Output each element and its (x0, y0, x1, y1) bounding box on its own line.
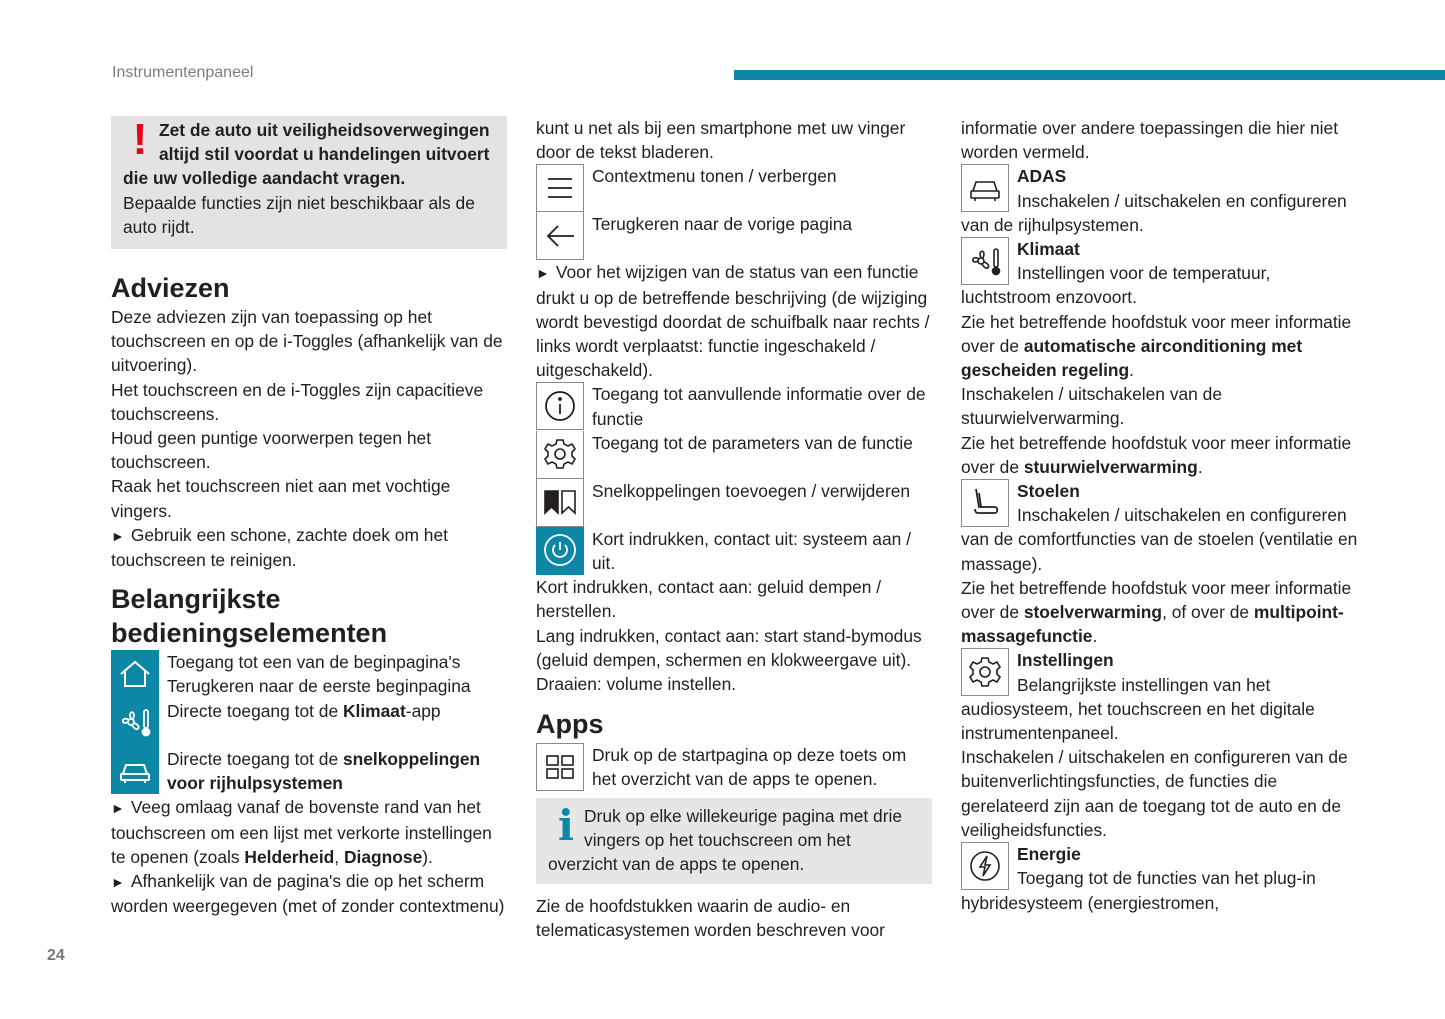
instellingen-block (961, 648, 1361, 745)
column-3 (961, 116, 1361, 915)
info-box (536, 798, 932, 885)
apps-grid-icon (536, 743, 584, 791)
header-title: Instrumentenpaneel (112, 64, 254, 81)
params-row (536, 431, 932, 479)
swipe-bullet: ► Veeg omlaag vanaf de bovenste rand van het touchscreen om een lijst met verkorte instellingen te openen (zoals Helderheid, Diagnose). (111, 797, 492, 867)
adas-car-icon (961, 164, 1009, 212)
depend-bullet: ► Afhankelijk van de pagina's die op het scherm worden weergegeven (met of zonder contextmenu) (111, 871, 505, 917)
home-icon (111, 650, 159, 698)
controls-list (111, 650, 507, 795)
arrow-bullet-icon: ► (111, 527, 125, 544)
energie-title: Energie (1017, 844, 1081, 865)
col2-outro: Zie de hoofdstukken waarin de audio- en telematicasystemen worden beschreven voor (536, 896, 885, 941)
energie-block (961, 842, 1361, 915)
column-2 (536, 116, 932, 943)
params-description: Toegang tot de parameters van de functie (592, 432, 913, 453)
gear-icon (961, 648, 1009, 696)
info-box-text: Druk op elke willekeurige pagina met drie vingers op het touchscreen om het overzicht van de apps te openen. (548, 805, 903, 875)
stuur-text: Inschakelen / uitschakelen van de stuurwielverwarming. (961, 384, 1223, 429)
back-description: Terugkeren naar de vorige pagina (592, 214, 853, 235)
advice-paragraph: Deze adviezen zijn van toepassing op het touchscreen en op de i-Toggles (afhankelijk van de uitvoering). (111, 307, 503, 376)
column-1 (111, 116, 507, 918)
warning-bold-text: Zet de auto uit veiligheidsoverwegingen altijd stil voordat u handelingen uitvoert die uw volledige aandacht vragen. (123, 120, 490, 189)
adas-title: ADAS (1017, 166, 1067, 187)
seat-icon (961, 479, 1009, 527)
arrow-bullet-icon: ► (111, 800, 125, 817)
instellingen-text: Belangrijkste instellingen van het audiosysteem, het touchscreen en het digitale instrumentenpaneel. (961, 674, 1315, 744)
warning-box (111, 116, 507, 249)
klimaat-title: Klimaat (1017, 239, 1080, 260)
energy-bolt-icon (961, 842, 1009, 890)
info-description: Toegang tot aanvullende informatie over de functie (592, 384, 926, 429)
stoelen-see: Zie het betreffende hoofdstuk voor meer informatie over de stoelverwarming, of over de multipoint-massagefunctie. (961, 577, 1352, 647)
adas-text: Inschakelen / uitschakelen en configureren van de rijhulpsystemen. (961, 190, 1347, 235)
power-text-3: Lang indrukken, contact aan: start stand-bymodus (geluid dempen, schermen en klokweergave uit). (536, 625, 922, 670)
home-description: Toegang tot een van de beginpagina's (167, 652, 461, 673)
arrow-bullet-icon: ► (111, 874, 125, 891)
exclamation-icon: ! (132, 115, 148, 164)
instellingen-title: Instellingen (1017, 650, 1114, 671)
power-text-1: Kort indrukken, contact uit: systeem aan / uit. (592, 528, 911, 574)
info-circle-icon (536, 382, 584, 430)
power-block (536, 527, 932, 696)
section-title-adviezen: Adviezen (111, 273, 230, 304)
power-text-2: Kort indrukken, contact aan: geluid dempen / herstellen. (536, 577, 882, 622)
page-number: 24 (47, 947, 65, 964)
header-accent-bar (734, 70, 1445, 80)
col2-intro: kunt u net als bij een smartphone met uw vinger door de tekst bladeren. (536, 118, 906, 163)
spacer (167, 723, 507, 747)
stuur-see: Zie het betreffende hoofdstuk voor meer informatie over de stuurwielverwarming. (961, 432, 1352, 477)
home-description-2: Terugkeren naar de eerste beginpagina (167, 676, 471, 697)
status-bullet: ► Voor het wijzigen van de status van een functie drukt u op de betreffende beschrijving (de wijziging wordt bevestigd doordat de schuifbalk naar rechts / links wordt verplaatst: functie ingeschakeld / uitgeschakeld). (536, 262, 930, 381)
menu-row (536, 164, 932, 212)
info-row (536, 382, 932, 430)
advice-paragraph: Houd geen puntige voorwerpen tegen het touchscreen. (111, 428, 432, 473)
stoelen-title: Stoelen (1017, 481, 1080, 502)
climate-description: Directe toegang tot de Klimaat-app (167, 700, 441, 721)
adas-car-icon (111, 746, 159, 794)
warning-text: Bepaalde functies zijn niet beschikbaar als de auto rijdt. (123, 192, 475, 237)
bookmark-icon (536, 479, 584, 527)
advice-paragraph: Raak het touchscreen niet aan met vochtige vingers. (111, 476, 451, 521)
shortcut-description: Snelkoppelingen toevoegen / verwijderen (592, 480, 911, 501)
stoelen-text: Inschakelen / uitschakelen en configureren van de comfortfuncties van de stoelen (ventilatie en massage). (961, 505, 1358, 574)
info-i-icon: i (558, 800, 574, 850)
klimaat-see: Zie het betreffende hoofdstuk voor meer informatie over de automatische airconditioning met gescheiden regeling. (961, 311, 1352, 381)
climate-icon (961, 237, 1009, 285)
adas-description: Directe toegang tot de snelkoppelingen voor rijhulpsystemen (167, 749, 481, 794)
klimaat-text: Instellingen voor de temperatuur, luchtstroom enzovoort. (961, 263, 1271, 308)
climate-icon (111, 698, 159, 746)
gear-icon (536, 431, 584, 479)
menu-description: Contextmenu tonen / verbergen (592, 166, 837, 187)
advice-paragraph: Het touchscreen en de i-Toggles zijn capacitieve touchscreens. (111, 379, 484, 424)
instellingen-text-2: Inschakelen / uitschakelen en configureren van de buitenverlichtingsfuncties, de functies die gerelateerd zijn aan de toegang tot de auto en de veiligheidsfuncties. (961, 747, 1348, 840)
apps-row (536, 743, 932, 791)
apps-description: Druk op de startpagina op deze toets om het overzicht van de apps te openen. (592, 745, 907, 790)
section-title-apps: Apps (536, 709, 604, 740)
adas-block (961, 164, 1361, 237)
stoelen-block (961, 479, 1361, 576)
section-title-controls: Belangrijkste bedieningselementen (111, 584, 388, 649)
back-row (536, 212, 932, 260)
advice-bullet: ► Gebruik een schone, zachte doek om het touchscreen te reinigen. (111, 524, 448, 571)
back-arrow-icon (536, 212, 584, 260)
klimaat-block (961, 237, 1361, 310)
shortcut-row (536, 479, 932, 527)
menu-icon (536, 164, 584, 212)
col3-intro: informatie over andere toepassingen die hier niet worden vermeld. (961, 118, 1339, 163)
power-text-4: Draaien: volume instellen. (536, 674, 737, 695)
power-icon (536, 527, 584, 575)
arrow-bullet-icon: ► (536, 265, 550, 282)
energie-text: Toegang tot de functies van het plug-in hybridesysteem (energiestromen, (961, 868, 1316, 913)
